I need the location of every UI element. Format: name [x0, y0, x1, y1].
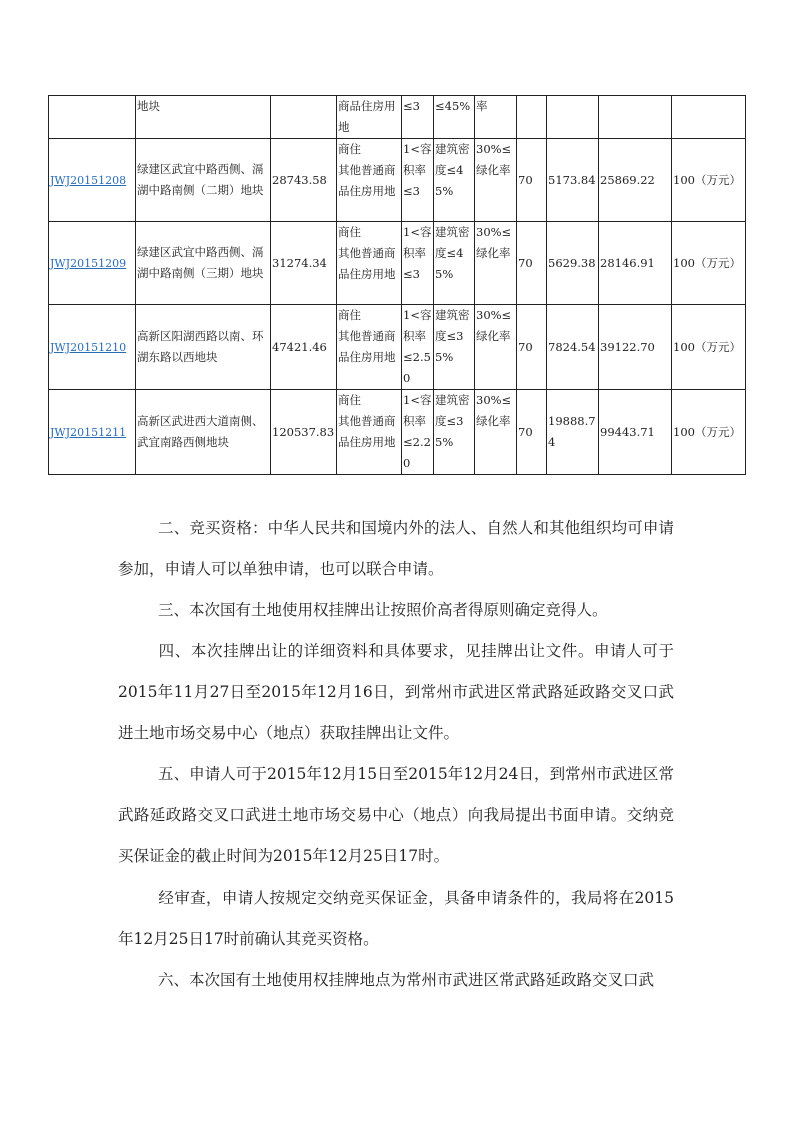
- cell-col8: 5173.84: [547, 139, 599, 222]
- cell-col10: 100（万元）: [672, 390, 746, 475]
- land-parcel-table: [48, 95, 746, 475]
- cell-green: 率: [475, 96, 517, 139]
- paragraph-documents: [118, 631, 674, 754]
- cell-area: 120537.83: [271, 390, 337, 475]
- cell-col8: [547, 96, 599, 139]
- cell-years: 70: [517, 305, 547, 390]
- cell-green: 30%≤绿化率: [475, 222, 517, 305]
- cell-use: 商住 其他普通商品住房用地: [337, 390, 402, 475]
- cell-col10: 100（万元）: [672, 305, 746, 390]
- cell-location: 高新区阳湖西路以南、环湖东路以西地块: [136, 305, 271, 390]
- cell-area: 31274.34: [271, 222, 337, 305]
- cell-location: 绿建区武宜中路西侧、滆湖中路南侧（二期）地块: [136, 139, 271, 222]
- cell-col8: 19888.74: [547, 390, 599, 475]
- cell-years: [517, 96, 547, 139]
- paragraph-eligibility: [118, 508, 674, 590]
- cell-years: 70: [517, 390, 547, 475]
- cell-area: 28743.58: [271, 139, 337, 222]
- cell-col8: 5629.38: [547, 222, 599, 305]
- cell-col9: 25869.22: [599, 139, 672, 222]
- cell-col10: [672, 96, 746, 139]
- table-row: [49, 390, 746, 475]
- cell-location: 绿建区武宜中路西侧、滆湖中路南侧（三期）地块: [136, 222, 271, 305]
- cell-far: ≤3: [402, 96, 434, 139]
- cell-area: [271, 96, 337, 139]
- cell-green: 30%≤绿化率: [475, 305, 517, 390]
- cell-density: 建筑密度≤35%: [434, 390, 475, 475]
- cell-id: [49, 222, 136, 305]
- paragraph-text: 六、本次国有土地使用权挂牌地点为常州市武进区常武路延政路交叉口武: [158, 971, 655, 989]
- table-row: [49, 222, 746, 305]
- cell-id: [49, 139, 136, 222]
- cell-use: 商住 其他普通商品住房用地: [337, 139, 402, 222]
- paragraph-winner-rule: [118, 590, 674, 631]
- cell-id: [49, 96, 136, 139]
- cell-green: 30%≤绿化率: [475, 390, 517, 475]
- parcel-id-link[interactable]: JWJ20151211: [50, 425, 127, 439]
- paragraph-application: [118, 754, 674, 877]
- paragraph-text: 三、本次国有土地使用权挂牌出让按照价高者得原则确定竞得人。: [158, 601, 608, 619]
- table-row: [49, 305, 746, 390]
- cell-far: 1<容积率≤2.50: [402, 305, 434, 390]
- cell-col8: 7824.54: [547, 305, 599, 390]
- paragraph-auction-location: [118, 960, 674, 1001]
- cell-use: 商品住房用地: [337, 96, 402, 139]
- cell-col10: 100（万元）: [672, 222, 746, 305]
- cell-id: [49, 305, 136, 390]
- table-row: [49, 139, 746, 222]
- table-row-continued: [49, 96, 746, 139]
- cell-far: 1<容积率≤3: [402, 139, 434, 222]
- cell-green: 30%≤绿化率: [475, 139, 517, 222]
- cell-col9: [599, 96, 672, 139]
- paragraph-text: 四、本次挂牌出让的详细资料和具体要求，见挂牌出让文件。申请人可于2015年11月27日至2015年12月16日，到常州市武进区常武路延政路交叉口武进土地市场交易中心（地点）获取挂牌出让文件。: [118, 642, 674, 742]
- cell-use: 商住 其他普通商品住房用地: [337, 305, 402, 390]
- cell-years: 70: [517, 222, 547, 305]
- cell-density: 建筑密度≤45%: [434, 139, 475, 222]
- paragraph-review: [118, 878, 674, 960]
- cell-col9: 28146.91: [599, 222, 672, 305]
- cell-col10: 100（万元）: [672, 139, 746, 222]
- parcel-id-link[interactable]: JWJ20151208: [50, 173, 127, 187]
- parcel-id-link[interactable]: JWJ20151210: [50, 340, 127, 354]
- cell-years: 70: [517, 139, 547, 222]
- cell-density: ≤45%: [434, 96, 475, 139]
- cell-col9: 39122.70: [599, 305, 672, 390]
- paragraph-text: 二、竞买资格：中华人民共和国境内外的法人、自然人和其他组织均可申请参加，申请人可以单独申请，也可以联合申请。: [118, 519, 674, 578]
- parcel-id-link[interactable]: JWJ20151209: [50, 256, 127, 270]
- cell-far: 1<容积率≤2.20: [402, 390, 434, 475]
- cell-location: 高新区武进西大道南侧、武宜南路西侧地块: [136, 390, 271, 475]
- cell-area: 47421.46: [271, 305, 337, 390]
- cell-location: 地块: [136, 96, 271, 139]
- paragraph-text: 经审查，申请人按规定交纳竞买保证金，具备申请条件的，我局将在2015年12月25日17时前确认其竞买资格。: [118, 889, 674, 948]
- cell-far: 1<容积率≤3: [402, 222, 434, 305]
- paragraph-text: 五、申请人可于2015年12月15日至2015年12月24日，到常州市武进区常武路延政路交叉口武进土地市场交易中心（地点）向我局提出书面申请。交纳竞买保证金的截止时间为2015年12月25日17时。: [118, 765, 674, 865]
- cell-density: 建筑密度≤45%: [434, 222, 475, 305]
- cell-id: [49, 390, 136, 475]
- cell-col9: 99443.71: [599, 390, 672, 475]
- cell-use: 商住 其他普通商品住房用地: [337, 222, 402, 305]
- cell-density: 建筑密度≤35%: [434, 305, 475, 390]
